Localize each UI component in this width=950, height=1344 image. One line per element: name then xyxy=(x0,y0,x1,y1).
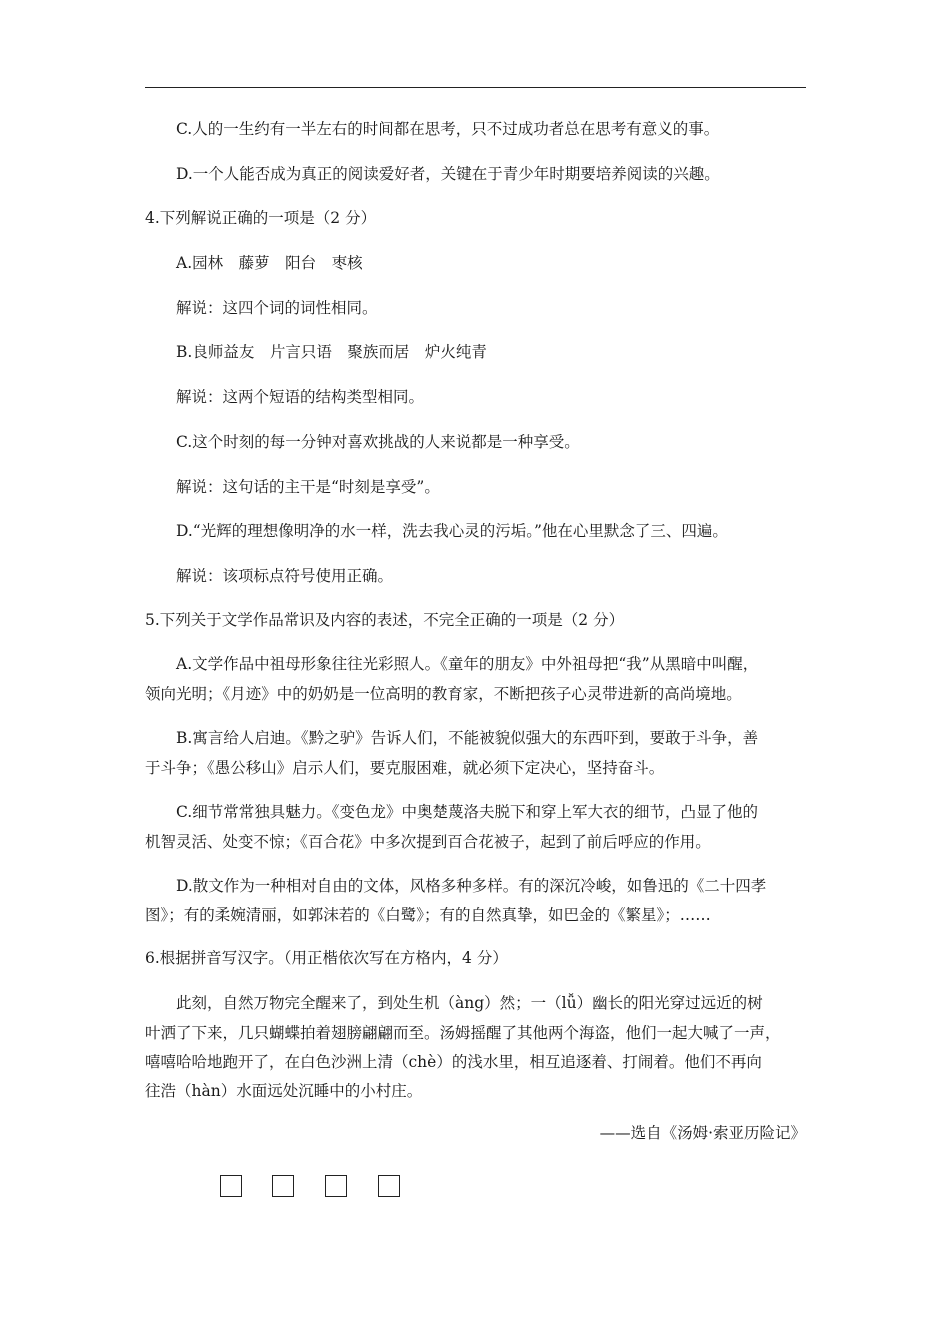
q3-option-c: C.人的一生约有一半左右的时间都在思考，只不过成功者总在思考有意义的事。 xyxy=(176,120,720,138)
answer-box-3[interactable] xyxy=(325,1175,347,1197)
q5-option-c-line2: 机智灵活、处变不惊；《百合花》中多次提到百合花被子，起到了前后呼应的作用。 xyxy=(145,833,711,851)
q4-option-b: B.良师益友 片言只语 聚族而居 炉火纯青 xyxy=(176,343,487,361)
q4-stem: 4.下列解说正确的一项是（2 分） xyxy=(145,209,377,227)
q4-option-b-note: 解说：这两个短语的结构类型相同。 xyxy=(176,388,425,406)
answer-box-1[interactable] xyxy=(220,1175,242,1197)
q4-option-a: A.园林 藤萝 阳台 枣核 xyxy=(176,254,363,272)
q6-source: ——选自《汤姆·索亚历险记》 xyxy=(599,1124,806,1142)
q5-option-d-line2: 图》；有的柔婉清丽，如郭沫若的《白鹭》；有的自然真挚，如巴金的《繁星》；…… xyxy=(145,906,711,924)
q5-option-a-line1: A.文学作品中祖母形象往往光彩照人。《童年的朋友》中外祖母把“我”从黑暗中叫醒， xyxy=(176,655,759,673)
answer-box-4[interactable] xyxy=(378,1175,400,1197)
q6-stem: 6.根据拼音写汉字。（用正楷依次写在方格内，4 分） xyxy=(145,949,508,967)
q5-option-b-line2: 于斗争；《愚公移山》启示人们，要克服困难，就必须下定决心，坚持奋斗。 xyxy=(145,759,665,777)
q4-option-c: C.这个时刻的每一分钟对喜欢挑战的人来说都是一种享受。 xyxy=(176,433,580,451)
q5-option-b-line1: B.寓言给人启迪。《黔之驴》告诉人们，不能被貌似强大的东西吓到，要敢于斗争，善 xyxy=(176,729,759,747)
q6-passage-line3: 嘻嘻哈哈地跑开了，在白色沙洲上清（chè）的浅水里，相互追逐着、打闹着。他们不再向 xyxy=(145,1053,762,1071)
q5-option-d-line1: D.散文作为一种相对自由的文体，风格多种多样。有的深沉冷峻，如鲁迅的《二十四孝 xyxy=(176,877,767,895)
q3-option-d: D.一个人能否成为真正的阅读爱好者，关键在于青少年时期要培养阅读的兴趣。 xyxy=(176,165,720,183)
q6-passage-line4: 往浩（hàn）水面远处沉睡中的小村庄。 xyxy=(145,1082,423,1100)
q5-option-c-line1: C.细节常常独具魅力。《变色龙》中奥楚蔑洛夫脱下和穿上军大衣的细节，凸显了他的 xyxy=(176,803,758,821)
q4-option-d: D.“光辉的理想像明净的水一样，洗去我心灵的污垢。”他在心里默念了三、四遍。 xyxy=(176,522,728,540)
q4-option-d-note: 解说：该项标点符号使用正确。 xyxy=(176,567,394,585)
q5-option-a-line2: 领向光明；《月迹》中的奶奶是一位高明的教育家，不断把孩子心灵带进新的高尚境地。 xyxy=(145,685,742,703)
q4-option-a-note: 解说：这四个词的词性相同。 xyxy=(176,299,378,317)
q4-option-c-note: 解说：这句话的主干是“时刻是享受”。 xyxy=(176,478,440,496)
answer-box-2[interactable] xyxy=(272,1175,294,1197)
q6-passage-line1: 此刻，自然万物完全醒来了，到处生机（àng）然；一（lǚ）幽长的阳光穿过远近的树 xyxy=(176,994,763,1012)
q6-passage-line2: 叶洒了下来，几只蝴蝶拍着翅膀翩翩而至。汤姆摇醒了其他两个海盗，他们一起大喊了一声， xyxy=(145,1024,781,1042)
q5-stem: 5.下列关于文学作品常识及内容的表述，不完全正确的一项是（2 分） xyxy=(145,611,625,629)
header-rule xyxy=(145,87,806,88)
